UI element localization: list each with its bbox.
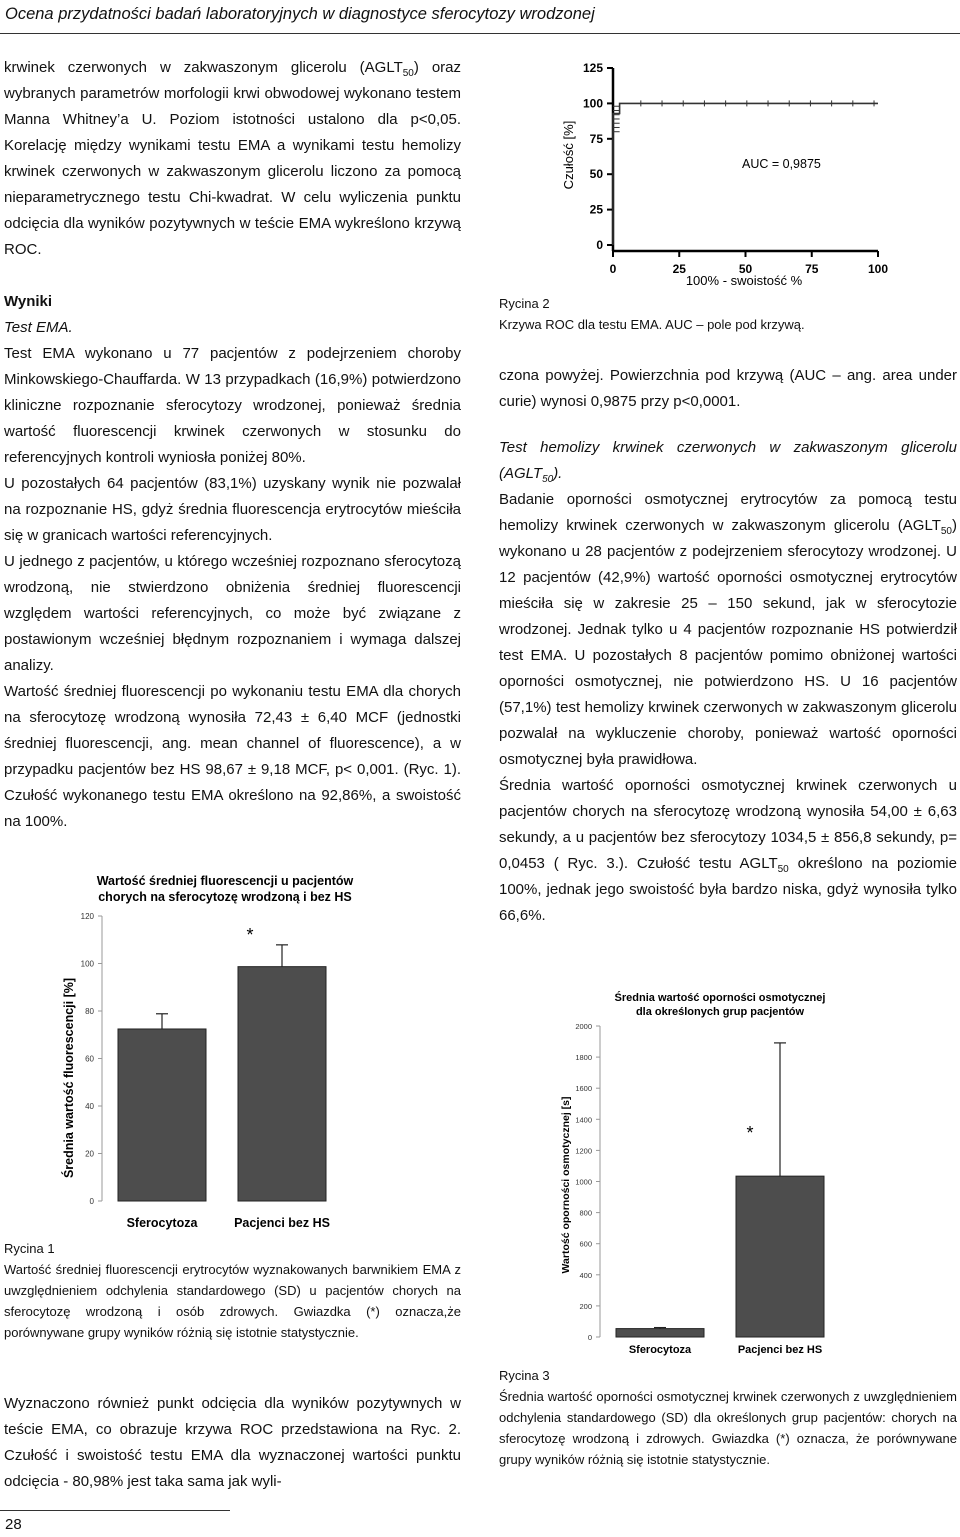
paragraph: U jednego z pacjentów, u którego wcześniej rozpoznano sferocytozą wrodzoną, nie stwierdzono obniżenia średniej fluorescencji względem wartości referencyjnych, co może być związane z postawionym wcześniej błędnym rozpoznaniem i wymaga dalszej analizy. [4, 553, 461, 674]
fig1-bar [118, 1029, 206, 1201]
fig2-x-tick-label: 25 [672, 262, 686, 276]
fig1-y-tick-label: 20 [85, 1149, 94, 1159]
caption-text: Wartość średniej fluorescencji erytrocytów wyznakowanych barwnikiem EMA z uwzględnieniem odchylenia standardowego (SD) u pacjentów chorych na sferocytozę wrodzoną i osób zdrowych. Gwiazdka (*) oznacza,że porównywane grupy wyników różnią się istotnie statystycznie. [4, 1262, 461, 1340]
fig2-y-tick-label: 25 [589, 202, 603, 217]
ema-subheading: Test EMA. [4, 319, 73, 336]
fig3-title-line1: Średnia wartość oporności osmotycznej [614, 992, 826, 1004]
figure-3-caption [499, 1365, 957, 1470]
left-column-bottom [4, 1391, 461, 1495]
paragraph: Badanie oporności osmotycznej erytrocytów za pomocą testu hemolizy krwinek czerwonych w zakwaszonym glicerolu $(AGLT_{50})$ wykonano u 28 pacjentów z podejrzeniem sferocytozy wrodzonej. U 12 pacjentów (42,9%) wartość oporności osmotycznej erytrocytów mieściła się w zakresie 25 – 150 sekund, jak w sferocytozie wrodzonej. Jednak tylko u 4 pacjentów rozpoznanie HS potwierdził test EMA. U pozostałych 8 pacjentów pomimo obniżonej wartości oporności osmotycznej, nie potwierdzono HS. U 16 pacjentów (57,1%) test hemolizy krwinek czerwonych w zakwaszonym glicerolu pozwalał na wykluczenie choroby, ponieważ wartość oporności osmotycznej była prawidłowa. [499, 491, 957, 768]
fig3-y-tick-label: 400 [579, 1270, 592, 1280]
fig1-category-label: Pacjenci bez HS [234, 1216, 330, 1230]
fig1-y-tick-label: 0 [89, 1197, 94, 1206]
figure-1-chart [40, 868, 440, 1238]
fig1-significance-star: * [246, 925, 254, 945]
results-heading: Wyniki [4, 293, 53, 310]
fig2-y-tick-label: 75 [589, 131, 603, 146]
fig3-y-tick-label: 1000 [575, 1177, 592, 1187]
fig3-y-tick-label: 1600 [575, 1084, 592, 1094]
fig3-y-axis-label: Wartość oporności osmotycznej [s] [560, 1096, 572, 1274]
fig1-y-tick-label: 80 [85, 1007, 94, 1016]
fig3-significance-star: * [746, 1123, 754, 1143]
fig2-y-tick-label: 50 [589, 167, 603, 182]
paragraph: Test EMA wykonano u 77 pacjentów z podejrzeniem choroby Minkowskiego-Chauffarda. W 13 przypadkach (16,9%) potwierdzono kliniczne rozpoznanie sferocytozy wrodzonej, ponieważ średnia wartość fluorescencji krwinek czerwonych w stosunku do referencyjnych kontroli wyniosła poniżej 80%. [4, 345, 461, 466]
fig3-bar [616, 1329, 704, 1337]
figure-1-caption [4, 1238, 461, 1343]
fig2-y-tick-label: 0 [596, 238, 603, 252]
fig3-y-tick-label: 200 [579, 1301, 592, 1311]
fig3-title-line2: dla określonych grup pacjentów [635, 1006, 805, 1018]
right-column [499, 363, 957, 929]
paragraph: Średnia wartość oporności osmotycznej krwinek czerwonych u pacjentów chorych na sferocytozę wrodzoną wynosiła 54,00 ± 6,63 sekundy, a u pacjentów bez sferocytozy 1034,5 ± 856,8 sekundy, p= 0,0453 ( Ryc. 3.). Czułość testu $AGLT_{50}$ określono na poziomie 100%, jednak jego swoistość była bardzo niska, gdyż wynosiła tylko 66,6%. [499, 777, 957, 924]
fig1-y-tick-label: 100 [80, 959, 94, 969]
aglt-subheading: Test hemolizy krwinek czerwonych w zakwaszonym glicerolu $(AGLT_{50})$. [499, 439, 957, 485]
fig2-y-axis-label: Czułość [%] [561, 120, 576, 190]
fig2-x-tick-label: 100 [867, 262, 889, 276]
fig1-y-tick-label: 120 [80, 912, 94, 921]
fig2-x-tick-label: 75 [805, 262, 819, 276]
left-column [4, 55, 461, 835]
figure-label: Rycina 1 [4, 1241, 55, 1256]
fig3-bar [736, 1176, 824, 1337]
paragraph: Wartość średniej fluorescencji po wykonaniu testu EMA dla chorych na sferocytozę wrodzoną wynosiła 72,43 ± 6,40 MCF (jednostki średniej fluorescencji, ang. mean channel of fluorescence), a w przypadku pacjentów bez HS 98,67 ± 9,18 MCF, p< 0,001. (Ryc. 1). Czułość wykonanego testu EMA określono na 92,86%, a swoistość na 100%. [4, 683, 461, 830]
fig3-y-tick-label: 2000 [575, 1022, 592, 1031]
caption-text: Krzywa ROC dla testu EMA. AUC – pole pod krzywą. [499, 317, 805, 332]
paragraph: czona powyżej. Powierzchnia pod krzywą (AUC – ang. area under curie) wynosi 0,9875 przy p<0,0001. [499, 367, 957, 410]
figure-2-chart [540, 55, 940, 295]
fig1-bar [238, 967, 326, 1201]
paragraph: Wyznaczono również punkt odcięcia dla wyników pozytywnych w teście EMA, co obrazuje krzywa ROC przedstawiona na Ryc. 2. Czułość i swoistość testu EMA dla wyznaczonej wartości punktu odcięcia - 80,98% jest taka sama jak wyli- [4, 1395, 461, 1490]
figure-2-caption [499, 293, 957, 335]
fig2-x-axis-label: 100% - swoistość % [685, 273, 803, 288]
methods-paragraph: krwinek czerwonych w zakwaszonym glicerolu $(AGLT_{50})$ oraz wybranych parametrów morfologii krwi obwodowej wykonano testem Manna Whitney’a U. Poziom istotności ustalono dla p<0,05. Korelację między wynikami testu EMA a wynikami testu hemolizy krwinek czerwonych w zakwaszonym glicerolu liczono za pomocą nieparametrycznego testu Chi-kwadrat. W celu wyliczenia punktu odcięcia dla wyników pozytywnych w teście EMA wykreślono krzywą ROC. [4, 59, 461, 258]
footer-rule [0, 1510, 230, 1511]
running-header-title: Ocena przydatności badań laboratoryjnych w diagnostyce sferocytozy wrodzonej [5, 5, 595, 23]
figure-label: Rycina 3 [499, 1368, 550, 1383]
fig2-y-tick-label: 100 [582, 96, 603, 111]
fig2-x-tick-label: 0 [609, 262, 617, 276]
fig3-y-tick-label: 1400 [575, 1115, 592, 1125]
fig1-y-axis-label: Średnia wartość fluorescencji [%] [62, 977, 76, 1179]
fig2-roc-curve [613, 103, 878, 245]
fig1-title-line2: chorych na sferocytozę wrodzoną i bez HS [98, 890, 352, 904]
figure-label: Rycina 2 [499, 296, 550, 311]
fig2-x-tick-label: 50 [738, 262, 753, 276]
fig3-y-tick-label: 1800 [575, 1053, 592, 1063]
fig3-category-label: Sferocytoza [628, 1344, 692, 1356]
running-header [0, 0, 960, 34]
fig3-y-tick-label: 1200 [575, 1146, 592, 1156]
caption-text: Średnia wartość oporności osmotycznej krwinek czerwonych z uwzględnieniem odchylenia standardowego (SD) dla określonych grup pacjentów: chorych na sferocytozę wrodzoną i zdrowych. Gwiazdka (*) oznacza, że porównywane grupy wyników różnią się istotnie statystycznie. [499, 1389, 957, 1467]
fig1-y-tick-label: 40 [85, 1102, 94, 1111]
fig3-y-tick-label: 800 [579, 1208, 592, 1218]
paragraph: U pozostałych 64 pacjentów (83,1%) uzyskany wynik nie pozwalał na rozpoznanie HS, gdyż średnia fluorescencja erytrocytów mieściła się w granicach wartości referencyjnych. [4, 475, 461, 544]
fig1-y-tick-label: 60 [85, 1054, 94, 1064]
fig3-category-label: Pacjenci bez HS [737, 1344, 823, 1356]
fig3-y-tick-label: 600 [579, 1239, 592, 1249]
figure-3-chart [545, 985, 945, 1360]
fig3-y-tick-label: 0 [587, 1333, 592, 1342]
fig1-title-line1: Wartość średniej fluorescencji u pacjentów [96, 874, 354, 888]
page-number: 28 [5, 1516, 22, 1533]
fig1-category-label: Sferocytoza [126, 1216, 198, 1230]
fig2-auc-annotation: AUC = 0,9875 [742, 157, 821, 171]
fig2-y-tick-label: 125 [582, 61, 603, 75]
